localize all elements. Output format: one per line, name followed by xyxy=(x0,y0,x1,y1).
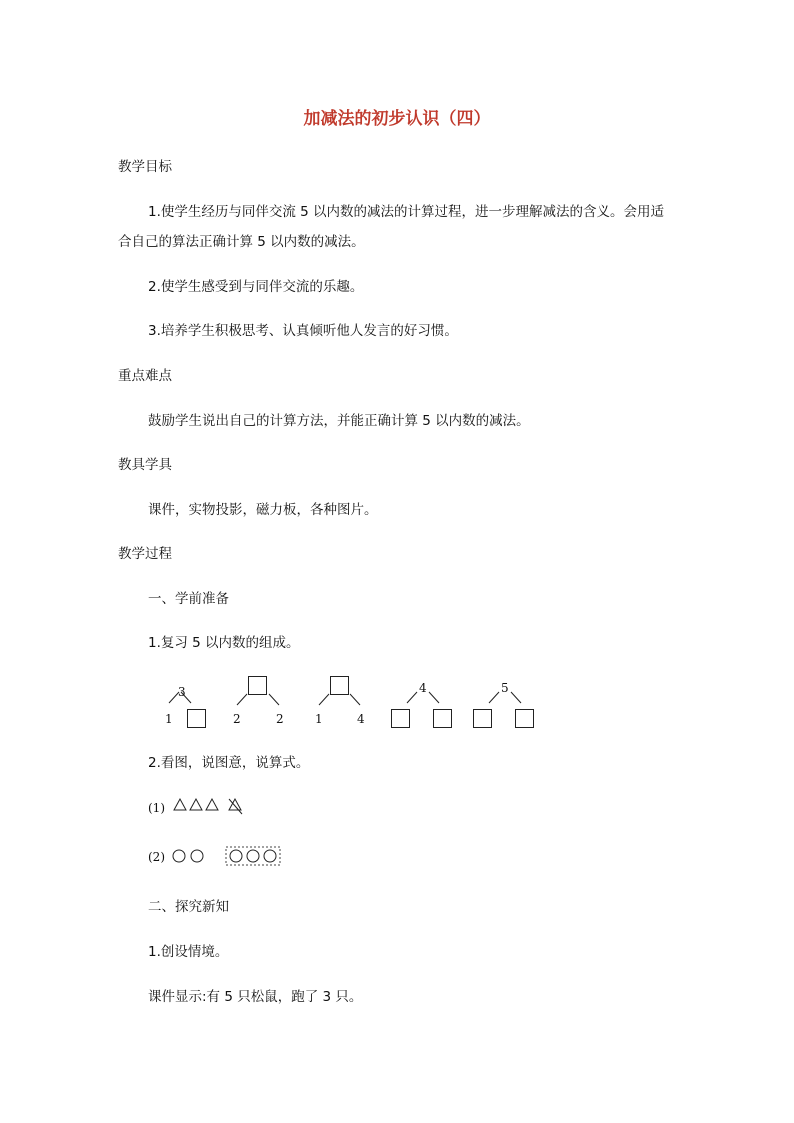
scene-item: 1.创设情境。 xyxy=(148,944,229,960)
tree-4-left-box xyxy=(391,709,410,728)
heading-teaching-process: 教学过程 xyxy=(118,546,172,562)
tree-5-right-box xyxy=(515,709,534,728)
courseware-text: 课件显示:有 5 只松鼠，跑了 3 只。 xyxy=(148,989,363,1005)
circle-icon xyxy=(230,850,242,862)
circle-icon xyxy=(264,850,276,862)
tree-3-right: 4 xyxy=(357,712,365,726)
number-composition-diagram xyxy=(150,672,550,738)
tree-2-left: 2 xyxy=(233,712,241,726)
part-2-heading: 二、探究新知 xyxy=(148,899,229,915)
triangle-icon xyxy=(190,799,202,810)
tree-2-right: 2 xyxy=(276,712,284,726)
triangle-icon xyxy=(174,799,186,810)
heading-teaching-tools: 教具学具 xyxy=(118,457,172,473)
tree-1-top: 3 xyxy=(178,685,186,699)
tree-1-right-box xyxy=(187,709,206,728)
tree-3-top-box xyxy=(330,676,349,695)
review-item: 1.复习 5 以内数的组成。 xyxy=(148,635,300,651)
exercise-1-label: (1) xyxy=(148,801,165,815)
look-item: 2.看图，说图意，说算式。 xyxy=(148,755,310,771)
tree-4-top: 4 xyxy=(419,681,427,695)
circle-icon xyxy=(247,850,259,862)
heading-key-points: 重点难点 xyxy=(118,368,172,384)
goal-1-line-2: 合自己的算法正确计算 5 以内数的减法。 xyxy=(118,234,365,250)
goal-1-line-1: 1.使学生经历与同伴交流 5 以内数的减法的计算过程，进一步理解减法的含义。会用适 xyxy=(148,204,665,220)
triangle-icon xyxy=(206,799,218,810)
goal-3: 3.培养学生积极思考、认真倾听他人发言的好习惯。 xyxy=(148,323,458,339)
exercise-1-triangles xyxy=(148,797,268,821)
tree-1-left: 1 xyxy=(165,712,173,726)
diagram-lines xyxy=(150,672,550,738)
goal-2: 2.使学生感受到与同伴交流的乐趣。 xyxy=(148,279,364,295)
tree-2-top-box xyxy=(248,676,267,695)
document-title: 加减法的初步认识（四） xyxy=(303,109,491,129)
key-points-text: 鼓励学生说出自己的计算方法，并能正确计算 5 以内数的减法。 xyxy=(148,413,530,429)
circle-icon xyxy=(191,850,203,862)
exercise-2-circles xyxy=(148,845,298,869)
circle-icon xyxy=(173,850,185,862)
circle-group xyxy=(170,845,300,869)
tree-3-left: 1 xyxy=(315,712,323,726)
exercise-2-label: (2) xyxy=(148,850,165,864)
tree-4-right-box xyxy=(433,709,452,728)
tree-5-top: 5 xyxy=(501,681,509,695)
triangle-group xyxy=(172,797,272,821)
teaching-tools-text: 课件，实物投影，磁力板，各种图片。 xyxy=(148,502,378,518)
heading-teaching-goals: 教学目标 xyxy=(118,159,172,175)
part-1-heading: 一、学前准备 xyxy=(148,591,229,607)
tree-5-left-box xyxy=(473,709,492,728)
